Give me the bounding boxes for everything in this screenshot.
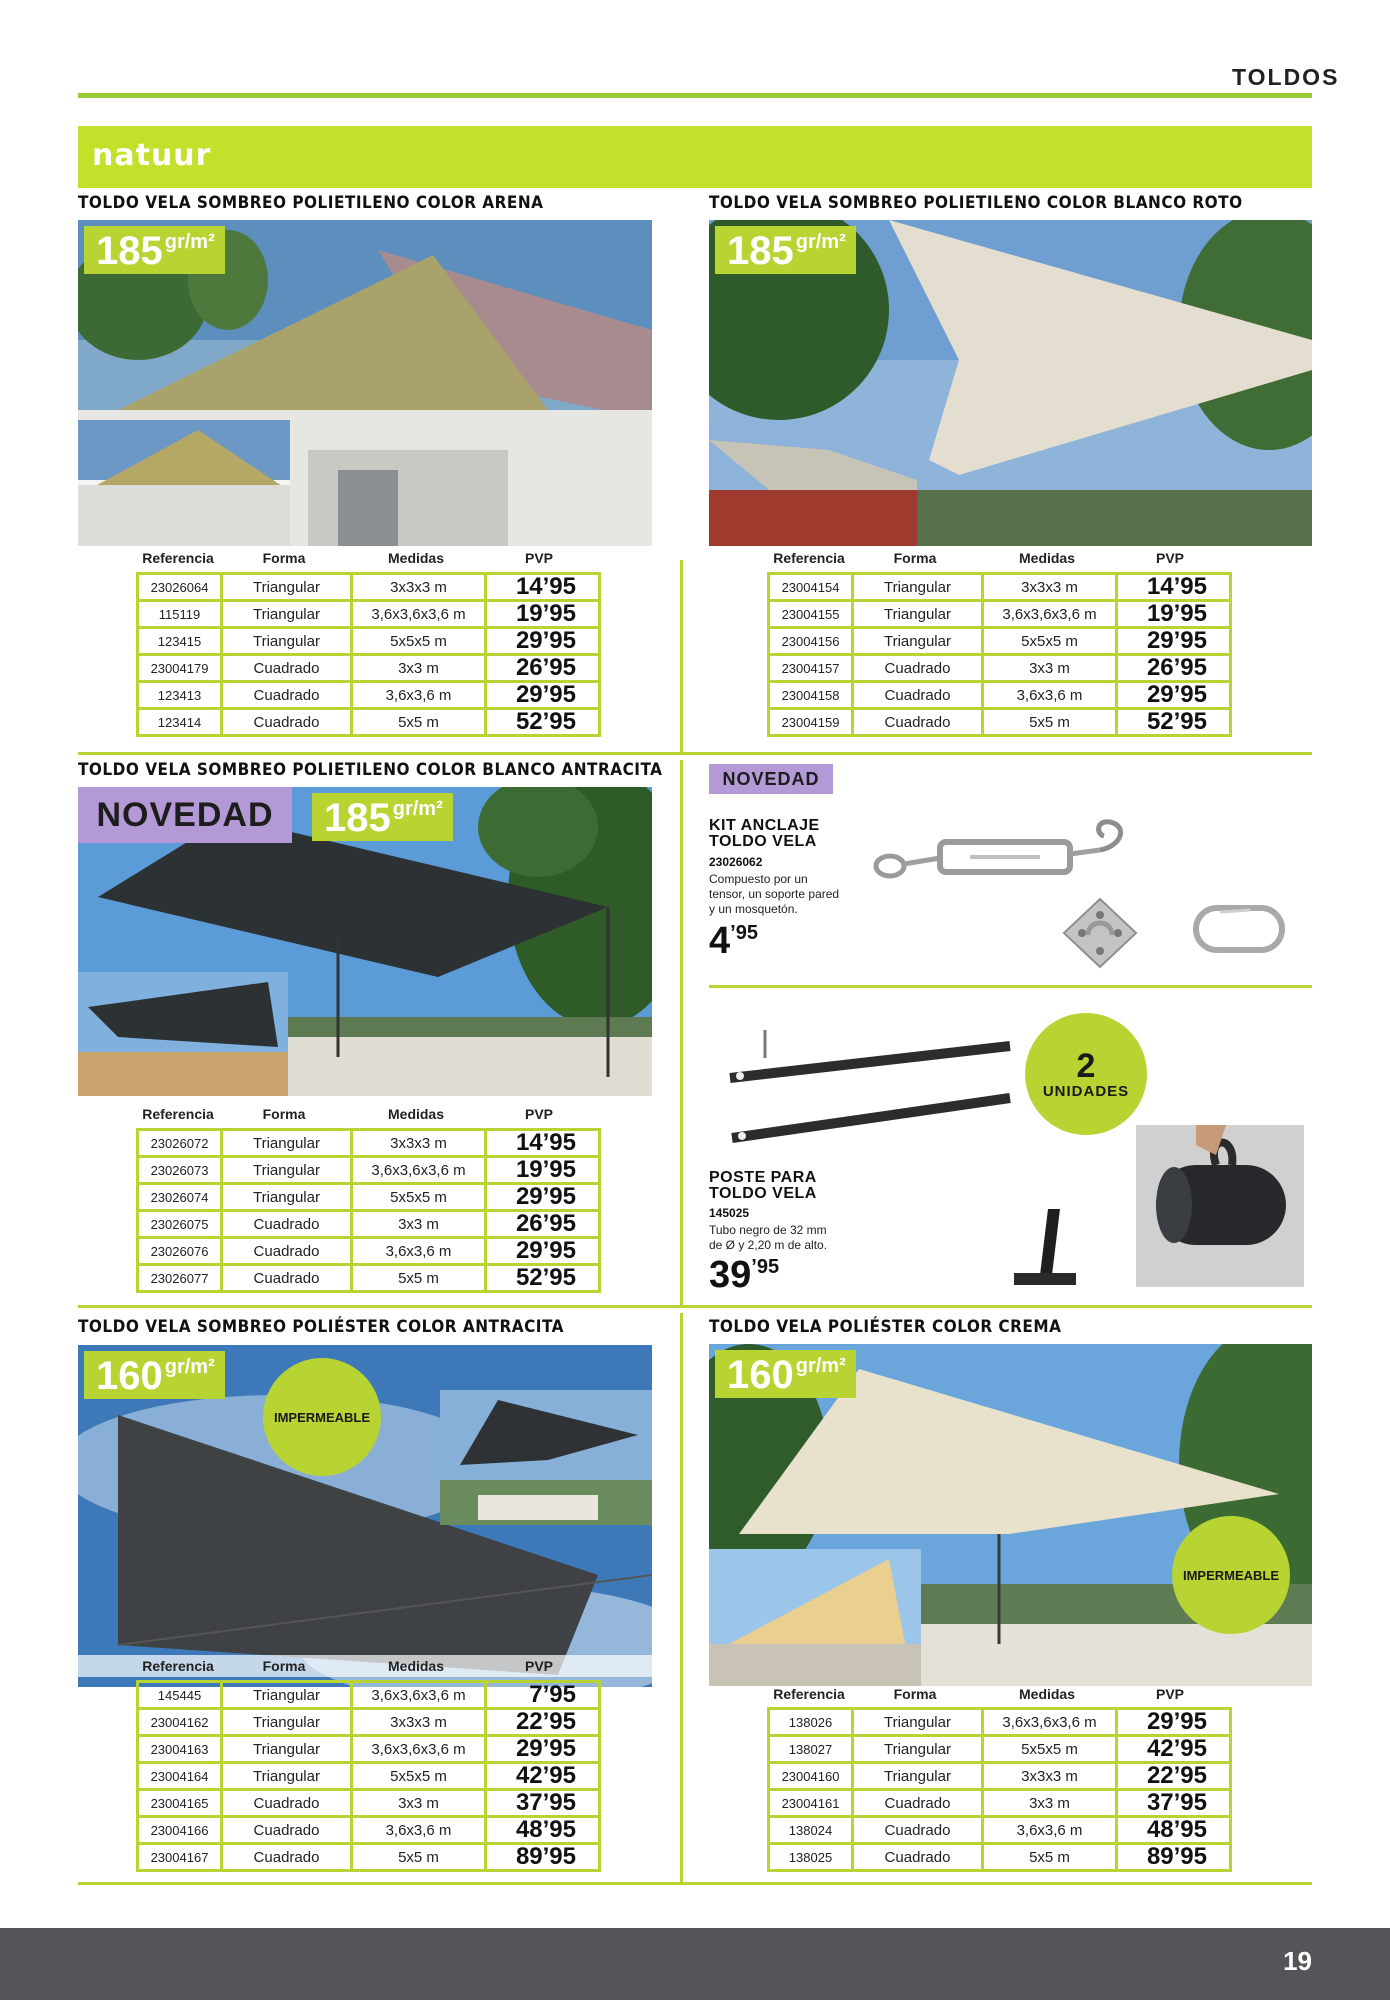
forma-cell: Triangular [222, 1682, 352, 1709]
table-row [138, 1238, 600, 1265]
weight-unit: gr/m² [392, 798, 443, 820]
price-decimal: ’95 [751, 1256, 780, 1278]
ref-cell: 23004162 [138, 1709, 222, 1736]
forma-cell: Triangular [853, 601, 983, 628]
kit-desc-line: tensor, un soporte pared [709, 887, 840, 901]
weight-value: 160 [727, 1353, 794, 1397]
price-cell: 22’95 [486, 1709, 600, 1736]
weight-badge [84, 226, 225, 274]
forma-cell: Cuadrado [222, 1817, 352, 1844]
col-referencia: Referencia [773, 1686, 845, 1702]
col-pvp: PVP [524, 1658, 554, 1674]
ref-cell: 145445 [138, 1682, 222, 1709]
impermeable-label: IMPERMEABLE [273, 1409, 371, 1425]
forma-cell: Cuadrado [853, 1844, 983, 1871]
medidas-cell: 3,6x3,6 m [352, 1817, 486, 1844]
medidas-cell: 3,6x3,6x3,6 m [352, 1682, 486, 1709]
ref-cell: 23004164 [138, 1763, 222, 1790]
price-cell: 29’95 [486, 682, 600, 709]
forma-cell: Triangular [222, 1736, 352, 1763]
medidas-cell: 5x5 m [983, 709, 1117, 736]
table-row [138, 1184, 600, 1211]
table-header [709, 547, 1312, 569]
medidas-cell: 3x3x3 m [352, 574, 486, 601]
price-decimal: ’95 [730, 922, 758, 944]
table-row [138, 1817, 600, 1844]
medidas-cell: 5x5x5 m [352, 1763, 486, 1790]
wall-plate-image [1060, 895, 1140, 970]
kit-price [709, 922, 758, 960]
ref-cell: 23026077 [138, 1265, 222, 1292]
forma-cell: Cuadrado [222, 1265, 352, 1292]
ref-cell: 23026073 [138, 1157, 222, 1184]
forma-cell: Triangular [222, 628, 352, 655]
table-row [138, 1157, 600, 1184]
table-header [709, 1683, 1312, 1705]
weight-value: 160 [96, 1354, 163, 1398]
table-row [138, 1763, 600, 1790]
table-row [769, 709, 1231, 736]
forma-cell: Triangular [222, 1157, 352, 1184]
ref-cell: 23004167 [138, 1844, 222, 1871]
price-cell: 37’95 [486, 1790, 600, 1817]
col-pvp: PVP [1155, 550, 1185, 566]
table-row [769, 682, 1231, 709]
price-table [136, 572, 601, 737]
pole-detail-image [1136, 1125, 1304, 1287]
price-cell: 22’95 [1117, 1763, 1231, 1790]
forma-cell: Triangular [222, 601, 352, 628]
table-row [138, 1736, 600, 1763]
price-cell: 89’95 [1117, 1844, 1231, 1871]
ref-cell: 23004161 [769, 1790, 853, 1817]
price-cell: 52’95 [486, 709, 600, 736]
ref-cell: 23004165 [138, 1790, 222, 1817]
poste-title-line: TOLDO VELA [709, 1185, 817, 1202]
price-integer: 39 [709, 1254, 752, 1296]
medidas-cell: 3,6x3,6 m [352, 1238, 486, 1265]
forma-cell: Triangular [222, 1184, 352, 1211]
price-cell: 29’95 [1117, 1709, 1231, 1736]
forma-cell: Triangular [853, 1763, 983, 1790]
kit-desc-line: Compuesto por un [709, 872, 808, 886]
price-cell: 29’95 [1117, 682, 1231, 709]
table-row [138, 628, 600, 655]
kit-title-line: KIT ANCLAJE [709, 817, 820, 834]
forma-cell: Cuadrado [222, 709, 352, 736]
weight-value: 185 [727, 229, 794, 273]
poste-ref: 145025 [709, 1206, 750, 1220]
table-row [138, 601, 600, 628]
price-cell: 7’95 [486, 1682, 600, 1709]
medidas-cell: 5x5 m [352, 1265, 486, 1292]
row-divider [78, 1305, 1312, 1308]
medidas-cell: 5x5x5 m [983, 628, 1117, 655]
price-cell: 29’95 [486, 1736, 600, 1763]
col-pvp: PVP [1155, 1686, 1185, 1702]
forma-cell: Cuadrado [222, 655, 352, 682]
impermeable-badge [263, 1358, 381, 1476]
kit-ref: 23026062 [709, 855, 763, 869]
medidas-cell: 3,6x3,6x3,6 m [352, 1736, 486, 1763]
price-cell: 19’95 [486, 1157, 600, 1184]
weight-unit: gr/m² [164, 1356, 215, 1378]
col-pvp: PVP [524, 1106, 554, 1122]
row-divider [78, 1882, 1312, 1885]
weight-badge [84, 1351, 225, 1399]
price-cell: 37’95 [1117, 1790, 1231, 1817]
medidas-cell: 5x5x5 m [983, 1736, 1117, 1763]
medidas-cell: 3x3x3 m [983, 1763, 1117, 1790]
weight-unit: gr/m² [164, 231, 215, 253]
col-referencia: Referencia [142, 550, 214, 566]
price-cell: 29’95 [486, 1238, 600, 1265]
table-row [138, 1790, 600, 1817]
price-cell: 29’95 [1117, 628, 1231, 655]
table-row [138, 1682, 600, 1709]
col-forma: Forma [262, 1658, 306, 1674]
impermeable-label: IMPERMEABLE [1182, 1567, 1280, 1583]
table-header [78, 1655, 652, 1677]
ref-cell: 138026 [769, 1709, 853, 1736]
price-cell: 26’95 [486, 655, 600, 682]
column-divider [680, 1313, 683, 1883]
ref-cell: 123414 [138, 709, 222, 736]
price-cell: 26’95 [1117, 655, 1231, 682]
col-forma: Forma [262, 1106, 306, 1122]
medidas-cell: 3x3x3 m [352, 1130, 486, 1157]
table-row [769, 1763, 1231, 1790]
table-row [138, 682, 600, 709]
ref-cell: 23026072 [138, 1130, 222, 1157]
page-number: 19 [1283, 1946, 1312, 1976]
weight-badge [715, 1350, 856, 1398]
forma-cell: Cuadrado [853, 655, 983, 682]
ref-cell: 23004156 [769, 628, 853, 655]
table-row [138, 1709, 600, 1736]
col-forma: Forma [893, 550, 937, 566]
medidas-cell: 3,6x3,6 m [352, 682, 486, 709]
col-referencia: Referencia [142, 1106, 214, 1122]
price-table [767, 1707, 1232, 1872]
kit-title-line: TOLDO VELA [709, 833, 817, 850]
ref-cell: 23004154 [769, 574, 853, 601]
medidas-cell: 3x3 m [983, 655, 1117, 682]
col-medidas: Medidas [387, 1658, 445, 1674]
price-cell: 48’95 [486, 1817, 600, 1844]
table-row [138, 709, 600, 736]
ref-cell: 123415 [138, 628, 222, 655]
pole-image [720, 1018, 1020, 1158]
kit-desc-line: y un mosquetón. [709, 902, 798, 916]
weight-badge [312, 793, 453, 841]
forma-cell: Triangular [222, 574, 352, 601]
price-cell: 89’95 [486, 1844, 600, 1871]
medidas-cell: 3x3 m [983, 1790, 1117, 1817]
ref-cell: 23026075 [138, 1211, 222, 1238]
kit-description [709, 872, 839, 917]
product-title: TOLDO VELA SOMBREO POLIÉSTER COLOR ANTRACITA [78, 1317, 564, 1337]
ref-cell: 23004159 [769, 709, 853, 736]
table-row [138, 1265, 600, 1292]
table-header [78, 1103, 652, 1125]
medidas-cell: 5x5 m [352, 709, 486, 736]
table-row [769, 1736, 1231, 1763]
forma-cell: Cuadrado [222, 1238, 352, 1265]
product-title: TOLDO VELA SOMBREO POLIETILENO COLOR BLANCO ROTO [709, 193, 1243, 213]
medidas-cell: 3,6x3,6x3,6 m [352, 601, 486, 628]
ref-cell: 138024 [769, 1817, 853, 1844]
medidas-cell: 5x5 m [983, 1844, 1117, 1871]
ref-cell: 138027 [769, 1736, 853, 1763]
price-cell: 14’95 [1117, 574, 1231, 601]
footer-bar [0, 1928, 1390, 2000]
turnbuckle-image [860, 812, 1140, 892]
table-row [769, 628, 1231, 655]
poste-desc-line: Tubo negro de 32 mm [709, 1223, 827, 1237]
col-referencia: Referencia [142, 1658, 214, 1674]
table-row [138, 1211, 600, 1238]
medidas-cell: 5x5x5 m [352, 628, 486, 655]
header-rule [78, 93, 1312, 98]
product-title: TOLDO VELA POLIÉSTER COLOR CREMA [709, 1317, 1062, 1337]
col-referencia: Referencia [773, 550, 845, 566]
price-cell: 48’95 [1117, 1817, 1231, 1844]
forma-cell: Cuadrado [853, 1817, 983, 1844]
medidas-cell: 3x3x3 m [352, 1709, 486, 1736]
forma-cell: Cuadrado [222, 1844, 352, 1871]
ref-cell: 23026076 [138, 1238, 222, 1265]
product-title: TOLDO VELA SOMBREO POLIETILENO COLOR ARENA [78, 193, 544, 213]
price-table [136, 1680, 601, 1872]
column-divider [680, 760, 683, 1305]
column-divider [680, 560, 683, 752]
ref-cell: 123413 [138, 682, 222, 709]
medidas-cell: 3,6x3,6x3,6 m [352, 1157, 486, 1184]
table-row [769, 601, 1231, 628]
weight-badge [715, 226, 856, 274]
price-cell: 52’95 [1117, 709, 1231, 736]
col-medidas: Medidas [387, 1106, 445, 1122]
forma-cell: Triangular [222, 1763, 352, 1790]
weight-unit: gr/m² [795, 231, 846, 253]
product-title: TOLDO VELA SOMBREO POLIETILENO COLOR BLANCO ANTRACITA [78, 760, 663, 780]
col-forma: Forma [262, 550, 306, 566]
row-divider [709, 985, 1312, 988]
novedad-badge: NOVEDAD [78, 787, 292, 843]
medidas-cell: 3,6x3,6x3,6 m [983, 601, 1117, 628]
ref-cell: 23004166 [138, 1817, 222, 1844]
forma-cell: Cuadrado [222, 1790, 352, 1817]
table-row [138, 1130, 600, 1157]
price-cell: 29’95 [486, 628, 600, 655]
medidas-cell: 3x3x3 m [983, 574, 1117, 601]
forma-cell: Triangular [853, 628, 983, 655]
price-integer: 4 [709, 920, 731, 962]
forma-cell: Cuadrado [222, 682, 352, 709]
brand-logo: natuur [92, 138, 212, 173]
price-table [136, 1128, 601, 1293]
price-cell: 52’95 [486, 1265, 600, 1292]
impermeable-badge [1172, 1516, 1290, 1634]
table-row [769, 655, 1231, 682]
ref-cell: 23004160 [769, 1763, 853, 1790]
forma-cell: Triangular [222, 1709, 352, 1736]
poste-title-line: POSTE PARA [709, 1169, 817, 1186]
pole-base-image [1010, 1205, 1080, 1290]
ref-cell: 23026074 [138, 1184, 222, 1211]
poste-title [709, 1170, 817, 1202]
col-medidas: Medidas [1018, 550, 1076, 566]
forma-cell: Triangular [853, 574, 983, 601]
brand-banner [78, 126, 1312, 188]
medidas-cell: 5x5x5 m [352, 1184, 486, 1211]
ref-cell: 23026064 [138, 574, 222, 601]
price-cell: 19’95 [1117, 601, 1231, 628]
forma-cell: Cuadrado [853, 709, 983, 736]
table-row [769, 574, 1231, 601]
col-forma: Forma [893, 1686, 937, 1702]
price-cell: 29’95 [486, 1184, 600, 1211]
ref-cell: 23004158 [769, 682, 853, 709]
carabiner-image [1190, 900, 1290, 960]
forma-cell: Cuadrado [222, 1211, 352, 1238]
medidas-cell: 3x3 m [352, 1211, 486, 1238]
forma-cell: Triangular [853, 1709, 983, 1736]
medidas-cell: 3x3 m [352, 1790, 486, 1817]
forma-cell: Triangular [853, 1736, 983, 1763]
units-number: 2 [1076, 1046, 1096, 1085]
table-row [138, 1844, 600, 1871]
table-header [78, 547, 652, 569]
weight-unit: gr/m² [795, 1355, 846, 1377]
poste-price [709, 1256, 779, 1294]
novedad-badge: NOVEDAD [709, 764, 833, 794]
medidas-cell: 3,6x3,6 m [983, 682, 1117, 709]
ref-cell: 23004179 [138, 655, 222, 682]
kit-title [709, 818, 820, 850]
price-cell: 42’95 [486, 1763, 600, 1790]
medidas-cell: 3,6x3,6 m [983, 1817, 1117, 1844]
table-row [138, 574, 600, 601]
price-cell: 14’95 [486, 1130, 600, 1157]
medidas-cell: 5x5 m [352, 1844, 486, 1871]
weight-value: 185 [96, 229, 163, 273]
price-cell: 42’95 [1117, 1736, 1231, 1763]
col-pvp: PVP [524, 550, 554, 566]
table-row [769, 1790, 1231, 1817]
medidas-cell: 3x3 m [352, 655, 486, 682]
col-medidas: Medidas [1018, 1686, 1076, 1702]
table-row [769, 1844, 1231, 1871]
section-title: TOLDOS [1232, 64, 1340, 90]
medidas-cell: 3,6x3,6x3,6 m [983, 1709, 1117, 1736]
row-divider [78, 752, 1312, 755]
units-label: UNIDADES [1042, 1082, 1130, 1100]
ref-cell: 115119 [138, 601, 222, 628]
poste-desc-line: de Ø y 2,20 m de alto. [709, 1238, 828, 1252]
ref-cell: 23004155 [769, 601, 853, 628]
ref-cell: 23004157 [769, 655, 853, 682]
forma-cell: Cuadrado [853, 1790, 983, 1817]
ref-cell: 23004163 [138, 1736, 222, 1763]
units-badge [1025, 1013, 1147, 1135]
price-table [767, 572, 1232, 737]
forma-cell: Triangular [222, 1130, 352, 1157]
table-row [769, 1817, 1231, 1844]
poste-description [709, 1223, 827, 1253]
price-cell: 19’95 [486, 601, 600, 628]
table-row [138, 655, 600, 682]
col-medidas: Medidas [387, 550, 445, 566]
price-cell: 26’95 [486, 1211, 600, 1238]
forma-cell: Cuadrado [853, 682, 983, 709]
table-row [769, 1709, 1231, 1736]
weight-value: 185 [324, 796, 391, 840]
price-cell: 14’95 [486, 574, 600, 601]
ref-cell: 138025 [769, 1844, 853, 1871]
